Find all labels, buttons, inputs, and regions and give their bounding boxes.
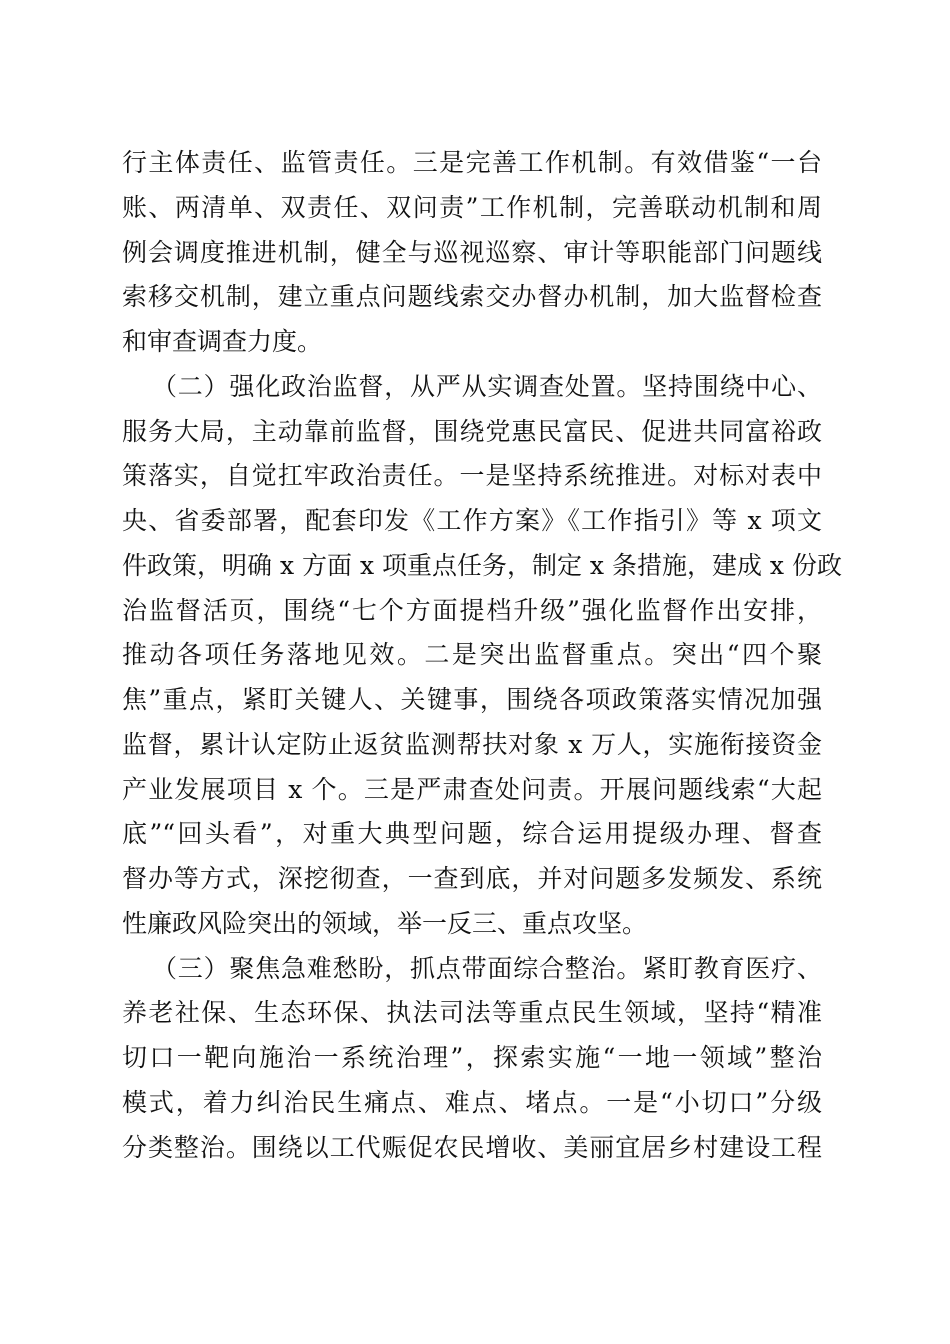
paragraph — [122, 365, 842, 947]
text-line: 行主体责任、监管责任。三是完善工作机制。有效借鉴“一台 — [122, 148, 822, 177]
text-line: 件政策，明确 x 方面 x 项重点任务，制定 x 条措施，建成 x 份政 — [122, 550, 842, 580]
text-line: 性廉政风险突出的领域，举一反三、重点攻坚。 — [122, 908, 648, 938]
paragraph — [122, 141, 822, 365]
text-line: 策落实，自觉扛牢政治责任。一是坚持系统推进。对标对表中 — [122, 461, 822, 491]
text-line: 例会调度推进机制，健全与巡视巡察、审计等职能部门问题线 — [122, 237, 822, 267]
text-line: 治监督活页，围绕“七个方面提档升级”强化监督作出安排， — [122, 595, 822, 625]
text-line: （三）聚焦急难愁盼，抓点带面综合整治。紧盯教育医疗、 — [152, 953, 822, 983]
document-page — [122, 141, 842, 1170]
text-line: 推动各项任务落地见效。二是突出监督重点。突出“四个聚 — [122, 640, 822, 670]
paragraph — [122, 947, 822, 1171]
text-line: 和审查调查力度。 — [122, 327, 323, 356]
text-line: 分类整治。围绕以工代赈促农民增收、美丽宜居乡村建设工程 — [122, 1132, 822, 1162]
text-line: 模式，着力纠治民生痛点、难点、堵点。一是“小切口”分级 — [122, 1087, 822, 1117]
text-line: 焦”重点，紧盯关键人、关键事，围绕各项政策落实情况加强 — [122, 685, 822, 714]
text-line: 服务大局，主动靠前监督，围绕党惠民富民、促进共同富裕政 — [122, 416, 822, 446]
text-line: 产业发展项目 x 个。三是严肃查处问责。开展问题线索“大起 — [122, 774, 822, 804]
text-line: 养老社保、生态环保、执法司法等重点民生领域，坚持“精准 — [122, 998, 822, 1028]
text-line: 督办等方式，深挖彻查，一查到底，并对问题多发频发、系统 — [122, 864, 822, 893]
text-line: 索移交机制，建立重点问题线索交办督办机制，加大监督检查 — [122, 282, 822, 312]
text-line: 底”“回头看”，对重大典型问题，综合运用提级办理、督查 — [122, 819, 822, 849]
text-line: 切口一靶向施治一系统治理”，探索实施“一地一领域”整治 — [122, 1043, 822, 1072]
text-line: 账、两清单、双责任、双问责”工作机制，完善联动机制和周 — [122, 192, 822, 222]
text-line: 监督，累计认定防止返贫监测帮扶对象 x 万人，实施衔接资金 — [122, 729, 822, 759]
text-line: （二）强化政治监督，从严从实调查处置。坚持围绕中心、 — [152, 371, 822, 401]
text-line: 央、省委部署，配套印发《工作方案》《工作指引》等 x 项文 — [122, 506, 822, 535]
